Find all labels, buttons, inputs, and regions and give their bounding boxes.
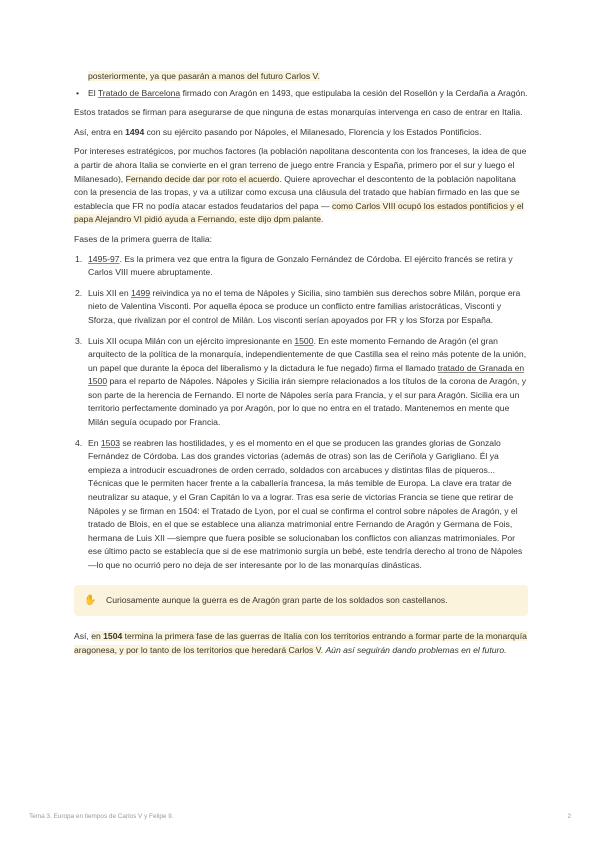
highlighted-text: como Carlos VIII ocupó los estados pontificios y el papa Alejandro VI pidió ayuda a Fernando, este dijo dpm palante (74, 200, 524, 225)
bullet-dot: • (76, 87, 80, 98)
list-item: 4. En 1503 se reabren las hostilidades, y es el momento en el que se producen las grandes glorias de Gonzalo Fernández de Córdoba. Las dos grandes victorias (además de otras) son las de Ceriñola y Garigliano. Él ya empieza a introducir escuadrones de orden cerrado, soldados con arcabuces y distintas filas de piqueros... Técnicas que le permiten hacer frente a la caballería francesa, la más temible de Europa. La clave era tratar de neutralizar su ataque, y el Gran Capitán lo va a lograr. Tras esa serie de victorias Francia se tiene que retirar de Nápoles y se firman en 1504: el Tratado de Lyon, por el cual se confirma el control sobre nápoles de Aragón, y el tratado de Blois, en el que se establece una alianza matrimonial entre Fernando de Aragón y Germana de Fois, hermana de Luis XII —siempre que fuera posible se solucionaban los conflictos con alianzas matrimoniales. Por ese último pacto se establecía que si de ese matrimonio surgía un bebé, este tendría derecho al trono de Nápoles—lo que no ocurrió pero no deja de ser interesante por lo de las monarquías dinásticas. (75, 437, 523, 570)
link-1500[interactable]: 1500 (294, 335, 314, 346)
page-number: 2 (567, 813, 571, 820)
raised-hand-icon: ✋ (84, 594, 97, 606)
paragraph: Así, en 1504 termina la primera fase de las guerras de Italia con los territorios entrando a formar parte de la monarquía aragonesa, y por lo tanto de los territorios que heredará Carlos V. Aún así seguirán dando problemas en el futuro. (74, 631, 527, 655)
paragraph: Fases de la primera guerra de Italia: (74, 233, 213, 244)
bullet-list (74, 87, 528, 101)
year-bold: 1504 (103, 631, 123, 642)
list-item: 3. Luis XII ocupa Milán con un ejército impresionante en 1500. En este momento Fernando de Aragón (el gran arquitecto de la política de la monarquía, independientemente de que Castilla sea el reino más potente de la unión, un papel que durante la época del liberalismo y la dictadura le fue negado) firma el llamado tratado de Granada en 1500 para el reparto de Nápoles. Nápoles y Sicilia irán siempre relacionados a los títulos de la corona de Aragón, y son parte de la herencia de Fernando. El norte de Nápoles sería para Francia, y el sur para Aragón. Sicilia era un territorio perfectamente dominado ya por Aragón, por lo que no entra en el tratado. Mantenemos en mente que Milán seguía ocupado por Francia. (75, 335, 527, 428)
highlighted-text: Fernando decide dar por roto el acuerdo (125, 173, 280, 184)
link-1495-97[interactable]: 1495-97 (88, 253, 120, 264)
paragraph: Así, entra en 1494 con su ejército pasando por Nápoles, el Milanesado, Florencia y los Estados Pontificios. (74, 126, 482, 137)
numbered-list (74, 253, 528, 573)
paragraph: Por intereses estratégicos, por muchos factores (la población napolitana descontenta con los franceses, la idea de que a partir de ahora Italia se convierte en el gran terreno de juego entre Francia y España, primero por el sur y luego el Milanesado), Fernando decide dar por roto el acuerdo. Quiere aprovechar el descontento de la población napolitana con la presencia de las tropas, y va a utilizar como excusa una cláusula del tratado que habían firmado en las que se establecía que FR no podía atacar estados feudatarios del papa — como Carlos VIII ocupó los estados pontificios y el papa Alejandro VI pidió ayuda a Fernando, este dijo dpm palante. (74, 146, 527, 225)
paragraph: Estos tratados se firman para asegurarse de que ninguna de estas monarquías intervenga en caso de entrar en Italia. (74, 107, 523, 118)
highlighted-text: en 1504 termina la primera fase de las guerras de Italia con los territorios entrando a formar parte de la monarquía aragonesa, y por lo tanto de los territorios que heredará Carlos V (74, 631, 527, 655)
list-item: 2. Luis XII en 1499 reivindica ya no el tema de Nápoles y Sicilia, sino también sus derechos sobre Milán, porque era nieto de Valentina Visconti. Por aquella época se produce un conflicto entre familias aristocráticas, Visconti y Sforza, que rivalizan por el control de Milán. Los visconti serían apoyados por FR y los Sforza por España. (75, 287, 521, 325)
year-bold: 1494 (125, 126, 145, 137)
document-page (74, 70, 528, 663)
callout-box (74, 585, 528, 617)
link-1499[interactable]: 1499 (131, 287, 151, 298)
highlighted-text: posteriormente, ya que pasarán a manos del futuro Carlos V. (88, 71, 320, 81)
link-1503[interactable]: 1503 (100, 437, 121, 448)
list-item: 1. 1495-97. Es la primera vez que entra la figura de Gonzalo Fernández de Córdoba. El ejército francés se retira y Carlos VIII muere abruptamente. (75, 253, 513, 278)
footer-title: Tema 3. Europa en tiempos de Carlos V y Felipe II. (29, 813, 174, 820)
link-tratado-granada[interactable]: tratado de Granada en 1500 (88, 362, 525, 387)
italic-text: Aún así seguirán dando problemas en el futuro. (325, 644, 507, 655)
page-footer (29, 810, 571, 824)
list-item: • El Tratado de Barcelona firmado con Aragón en 1493, que estipulaba la cesión del Rosellón y la Cerdaña a Aragón. (74, 87, 528, 101)
bullet-continuation (74, 70, 528, 84)
callout-text: Curiosamente aunque la guerra es de Aragón gran parte de los soldados son castellanos. (106, 594, 448, 605)
link-tratado-barcelona[interactable]: Tratado de Barcelona (97, 87, 181, 98)
